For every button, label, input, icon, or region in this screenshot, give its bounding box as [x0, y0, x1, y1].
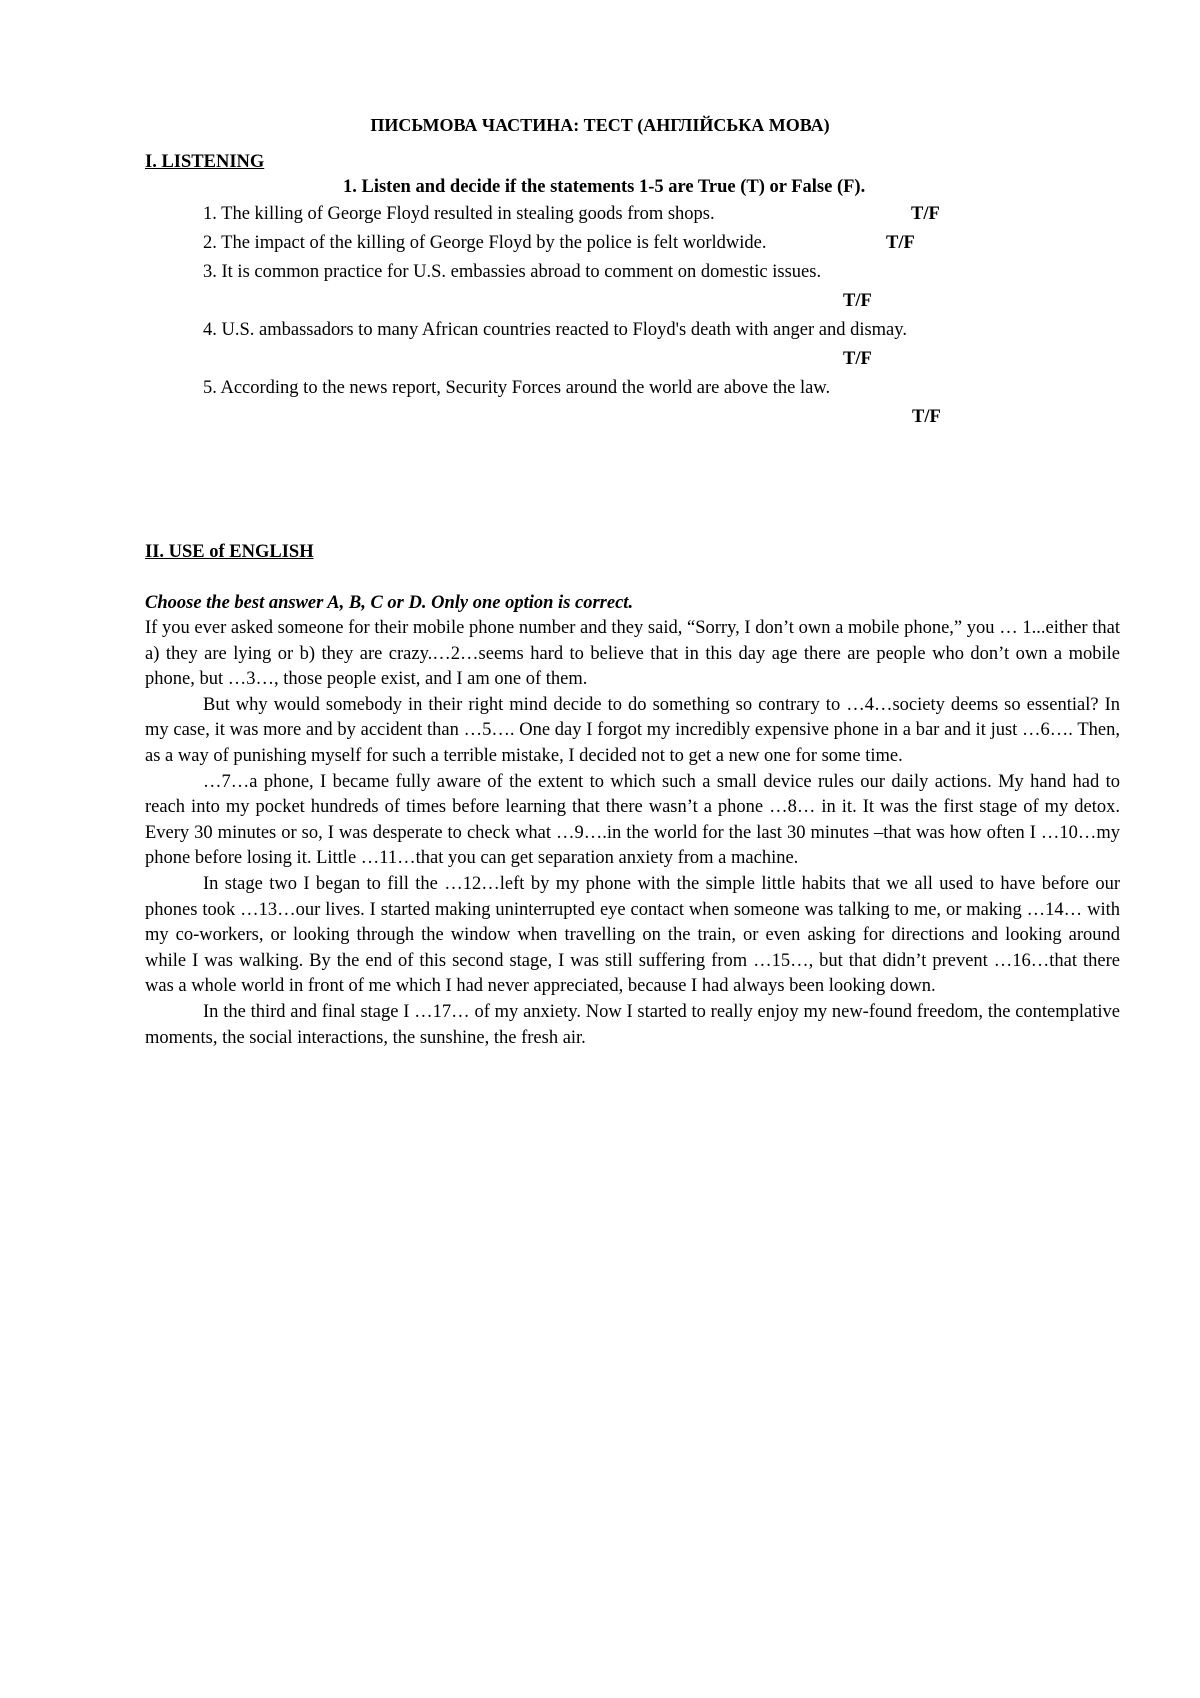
listening-item-3: 3. It is common practice for U.S. embassies abroad to comment on domestic issues.	[203, 262, 822, 282]
cloze-paragraph-4: In stage two I began to fill the …12…left by my phone with the simple little habits that we all used to have before our phones took …13…our lives. I started making uninterrupted eye contact when someone was talking to me, or making …14… with my co-workers, or looking through the window when travelling on the train, or even asking for directions and looking around while I was walking. By the end of this second stage, I was still suffering from …15…, but that didn’t prevent …16…that there was a whole world in front of me which I had never appreciated, because I had always been looking down.	[145, 873, 1120, 997]
listening-task: 1. Listen and decide if the statements 1-5 are True (T) or False (F).	[343, 177, 866, 197]
tf-marker-5: T/F	[912, 407, 941, 427]
listening-item-1: 1. The killing of George Floyd resulted in stealing goods from shops.	[203, 204, 715, 224]
listening-item-2: 2. The impact of the killing of George Floyd by the police is felt worldwide.	[203, 233, 767, 253]
listening-item-4: 4. U.S. ambassadors to many African countries reacted to Floyd's death with anger and dismay.	[203, 320, 907, 340]
cloze-paragraph-2: But why would somebody in their right mind decide to do something so contrary to …4…society deems so essential? In my case, it was more and by accident than …5…. One day I forgot my incredibly expensive phone in a bar and it just …6…. Then, as a way of punishing myself for such a terrible mistake, I decided not to get a new one for some time.	[145, 694, 1120, 766]
cloze-text	[145, 616, 1120, 1051]
listening-item-5: 5. According to the news report, Security Forces around the world are above the law.	[203, 378, 831, 398]
cloze-paragraph-3: …7…a phone, I became fully aware of the extent to which such a small device rules our daily actions. My hand had to reach into my pocket hundreds of times before learning that there wasn’t a phone …8… in it. It was the first stage of my detox. Every 30 minutes or so, I was desperate to check what …9….in the world for the last 30 minutes –that was how often I …10…my phone before losing it. Little …11…that you can get separation anxiety from a machine.	[145, 771, 1120, 869]
cloze-paragraph-5: In the third and final stage I …17… of my anxiety. Now I started to really enjoy my new-found freedom, the contemplative moments, the social interactions, the sunshine, the fresh air.	[145, 1001, 1120, 1048]
tf-marker-4: T/F	[843, 349, 872, 369]
tf-marker-2: T/F	[886, 233, 915, 253]
page-title: ПИСЬМОВА ЧАСТИНА: ТЕСТ (АНГЛІЙСЬКА МОВА)	[370, 115, 830, 135]
cloze-paragraph-1: If you ever asked someone for their mobile phone number and they said, “Sorry, I don’t own a mobile phone,” you … 1...either that a) they are lying or b) they are crazy.…2…seems hard to believe that in this day age there are people who don’t own a mobile phone, but …3…, those people exist, and I am one of them.	[145, 618, 1120, 690]
use-of-english-instruction: Choose the best answer A, B, C or D. Only one option is correct.	[145, 593, 634, 613]
listening-heading: I. LISTENING	[145, 152, 265, 172]
tf-marker-3: T/F	[843, 291, 872, 311]
tf-marker-1: T/F	[911, 204, 940, 224]
use-of-english-heading: II. USE of ENGLISH	[145, 542, 314, 562]
